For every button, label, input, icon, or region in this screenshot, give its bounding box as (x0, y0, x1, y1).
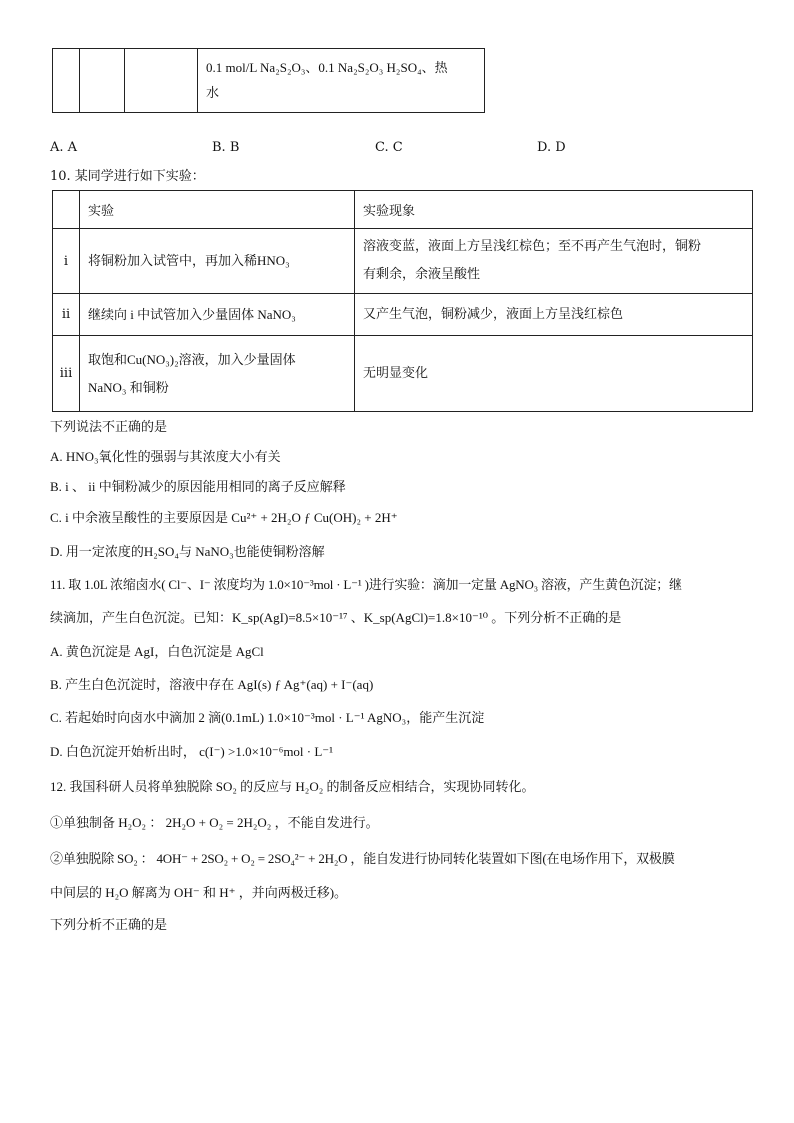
q10-row-i-phen-line2: 有剩余，余液呈酸性 (363, 267, 481, 282)
q12-stem: 12. 我国科研人员将单独脱除 SO₂ 的反应与 H₂O₂ 的制备反应相结合，实现协同转化。 (50, 779, 535, 794)
q10-option-d: D. 用一定浓度的H₂SO₄与 NaNO₃也能使铜粉溶解 (50, 544, 325, 559)
q10-row-id: iii (59, 366, 73, 381)
q11-stem-line1: 11. 取 1.0L 浓缩卤水( Cl⁻、I⁻ 浓度均为 1.0×10⁻³mol · L⁻¹ )进行实验：滴加一定量 AgNO₃ 溶液，产生黄色沉淀；继 (50, 577, 682, 592)
q12-item1: ①单独制备 H₂O₂ ： 2H₂O + O₂ = 2H₂O₂ ，不能自发进行。 (50, 815, 379, 830)
q10-row-i-exp (80, 229, 355, 294)
q9-option-a: A. A (50, 140, 78, 155)
q10-option-b: B. i 、 ii 中铜粉减少的原因能用相同的离子反应解释 (50, 479, 346, 494)
q10-header-experiment-label: 实验 (88, 204, 115, 219)
q10-option-a: A. HNO₃氧化性的强弱与其浓度大小有关 (50, 449, 281, 464)
q9-option-d: D. D (537, 140, 566, 155)
q10-row-iii-phen (355, 336, 753, 412)
q10-row-i-id (53, 229, 80, 294)
top-table-cell-2 (80, 49, 125, 113)
q10-row-ii-phen (355, 294, 753, 336)
q10-row-i-phen-line1: 溶液变蓝，液面上方呈浅红棕色；至不再产生气泡时，铜粉 (363, 239, 702, 254)
q12-item2-line2: 中间层的 H₂O 解离为 OH⁻ 和 H⁺ ，并向两极迁移)。 (50, 885, 348, 900)
q12-question: 下列分析不正确的是 (50, 918, 168, 933)
q11-stem-line2: 续滴加，产生白色沉淀。已知：K_sp(AgI)=8.5×10⁻¹⁷ 、K_sp(AgCl)=1.8×10⁻¹⁰ 。下列分析不正确的是 (50, 610, 622, 625)
q10-row-iii-exp-line2: NaNO₃ 和铜粉 (88, 379, 169, 395)
q11-option-c: C. 若起始时向卤水中滴加 2 滴(0.1mL) 1.0×10⁻³mol · L⁻¹ AgNO₃，能产生沉淀 (50, 710, 485, 725)
top-table-text-line1: 0.1 mol/L Na₂S₂O₃、0.1 Na₂S₂O₃ H₂SO₄、热 (206, 59, 448, 75)
q10-row-iii-exp (80, 336, 355, 412)
q10-row-ii-id (53, 294, 80, 336)
q10-row-iii-phen-line1: 无明显变化 (363, 365, 429, 381)
q11-option-a: A. 黄色沉淀是 AgI，白色沉淀是 AgCl (50, 644, 264, 659)
q10-row-iii-id (53, 336, 80, 412)
q11-option-d: D. 白色沉淀开始析出时， c(I⁻) >1.0×10⁻⁶mol · L⁻¹ (50, 744, 334, 759)
top-table-cell-1 (53, 49, 80, 113)
q10-row-ii-exp-line1: 继续向 i 中试管加入少量固体 NaNO₃ (88, 306, 296, 322)
q10-row-ii-phen-line1: 又产生气泡，铜粉减少，液面上方呈浅红棕色 (363, 306, 624, 322)
q10-stem: 10. 某同学进行如下实验： (50, 169, 205, 184)
top-table-cell-3 (125, 49, 198, 113)
q10-row-id: ii (61, 307, 71, 322)
top-table (52, 48, 485, 113)
q10-row-iii-exp-line1: 取饱和Cu(NO₃)₂溶液，加入少量固体 (88, 351, 296, 367)
q10-header-empty (53, 191, 80, 229)
q10-header-phenomenon (355, 191, 753, 229)
q11-option-b: B. 产生白色沉淀时，溶液中存在 AgI(s) ƒ Ag⁺(aq) + I⁻(aq) (50, 677, 374, 692)
q10-row-id: i (63, 253, 69, 269)
q12-item2-line1: ②单独脱除 SO₂ ： 4OH⁻ + 2SO₂ + O₂ = 2SO₄²⁻ + 2H₂O ，能自发进行协同转化装置如下图(在电场作用下，双极膜 (50, 851, 675, 866)
q9-option-b: B. B (212, 140, 240, 155)
top-table-text-line2: 水 (206, 85, 220, 101)
q10-option-c: C. i 中余液呈酸性的主要原因是 Cu²⁺ + 2H₂O ƒ Cu(OH)₂ + 2H⁺ (50, 510, 398, 525)
q10-row-i-phen (355, 229, 753, 294)
q10-header-experiment (80, 191, 355, 229)
q10-header-phenomenon-label: 实验现象 (363, 204, 416, 219)
q10-row-i-exp-line1: 将铜粉加入试管中，再加入稀HNO₃ (88, 253, 290, 268)
q10-table (52, 190, 753, 412)
top-table-cell-4 (198, 49, 485, 113)
q10-question: 下列说法不正确的是 (50, 420, 168, 435)
q10-row-ii-exp (80, 294, 355, 336)
q9-option-c: C. C (375, 140, 403, 155)
